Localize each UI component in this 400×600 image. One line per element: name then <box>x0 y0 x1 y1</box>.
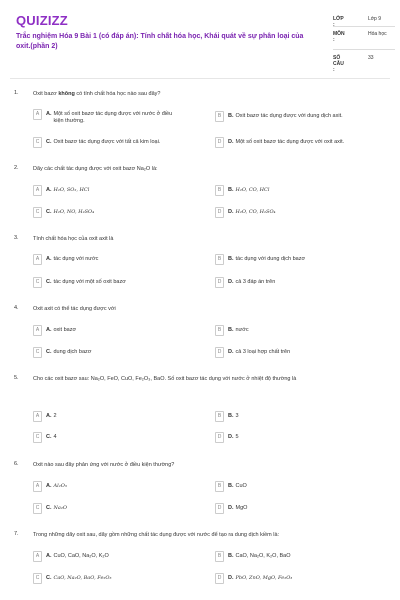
question-number: 2. <box>14 165 19 171</box>
option-d[interactable]: D D. H₂O, CO, H₂SO₄ <box>215 207 366 220</box>
question-text: Tính chất hóa học của oxit axit là <box>33 236 114 242</box>
option-d[interactable]: D D. Một số oxit bazơ tác dụng được với oxit axit. <box>215 137 400 150</box>
option-a[interactable]: A A. H₂O, SO₂, HCl <box>33 185 184 198</box>
question-text: Oxit axit có thể tác dụng được với <box>33 306 116 312</box>
option-a[interactable]: A A. oxit bazơ <box>33 325 184 338</box>
question-number: 5. <box>14 375 19 381</box>
option-c[interactable]: C C. tác dụng với một số oxit bazơ <box>33 277 184 290</box>
option-d[interactable]: D D. 5 <box>215 432 366 445</box>
option-b[interactable]: B B. 3 <box>215 411 366 424</box>
question-number: 3. <box>14 235 19 241</box>
option-b[interactable]: B B. CuO <box>215 481 366 494</box>
option-b[interactable]: B B. H₂O, CO, HCl <box>215 185 366 198</box>
question-text: Dãy các chất tác dụng được với oxit bazơ Na₂O là: <box>33 166 158 172</box>
question-number: 1. <box>14 90 19 96</box>
subject-value: Hóa học <box>368 31 387 37</box>
option-a[interactable]: A A. 2 <box>33 411 184 424</box>
question-number: 7. <box>14 531 19 537</box>
option-a[interactable]: A A. Một số oxit bazơ tác dụng được với nước ở điều kiện thường. <box>33 109 184 122</box>
page-title: Trắc nghiệm Hóa 9 Bài 1 (có đáp án): Tính chất hóa học, Khái quát về sự phân loại của oxit.(phần 2) <box>16 33 304 50</box>
option-a[interactable]: A A. Al₂O₃ <box>33 481 184 494</box>
option-c[interactable]: C C. H₂O, NO, H₂SO₄ <box>33 207 184 220</box>
option-a[interactable]: A A. CuO, CaO, Na₂O, K₂O <box>33 551 214 564</box>
class-value: Lớp 9 <box>368 16 382 22</box>
question-text: Oxit bazơ không có tính chất hóa học nào sau đây? <box>33 91 161 97</box>
count-label: SỐ CÂU : <box>333 55 344 73</box>
option-c[interactable]: C C. Na₂O <box>33 503 184 516</box>
question-text: Trong những dãy oxit sau, dãy gồm những chất tác dụng được với nước để tạo ra dung dịch kiềm là: <box>33 532 280 538</box>
option-d[interactable]: D D. MgO <box>215 503 366 516</box>
option-d[interactable]: D D. cả 3 loại hợp chất trên <box>215 347 366 360</box>
subject-label: MÔN : <box>333 31 345 43</box>
option-b[interactable]: B B. tác dụng với dung dịch bazơ <box>215 254 366 267</box>
option-b[interactable]: B B. nước <box>215 325 366 338</box>
option-c[interactable]: C C. CaO, Na₂O, BaO, Fe₂O₃ <box>33 573 214 586</box>
option-b[interactable]: B B. Oxit bazơ tác dụng được với dung dịch axit. <box>215 111 396 124</box>
option-c[interactable]: C C. dung dịch bazơ <box>33 347 184 360</box>
option-c[interactable]: C C. Oxit bazơ tác dụng được với tất cả kim loại. <box>33 137 214 150</box>
question-text: Oxit nào sau đây phản ứng với nước ở điều kiện thường? <box>33 462 175 468</box>
question-number: 4. <box>14 305 19 311</box>
page-header <box>0 0 400 78</box>
question-number: 6. <box>14 461 19 467</box>
option-a[interactable]: A A. tác dụng với nước <box>33 254 184 267</box>
option-d[interactable]: D D. cả 3 đáp án trên <box>215 277 366 290</box>
quizizz-logo: QUIZIZZ <box>16 13 68 28</box>
option-d[interactable]: D D. PbO, ZnO, MgO, Fe₂O₃ <box>215 573 396 586</box>
count-value: 33 <box>368 55 374 61</box>
option-b[interactable]: B B. CaO, Na₂O, K₂O, BaO <box>215 551 396 564</box>
question-text: Cho các oxit bazơ sau: Na₂O, FeO, CuO, Fe₂O₃, BaO. Số oxit bazơ tác dụng với nước ở nhiệt độ thường là <box>33 376 297 382</box>
option-c[interactable]: C C. 4 <box>33 432 184 445</box>
class-label: LỚP : <box>333 16 344 28</box>
